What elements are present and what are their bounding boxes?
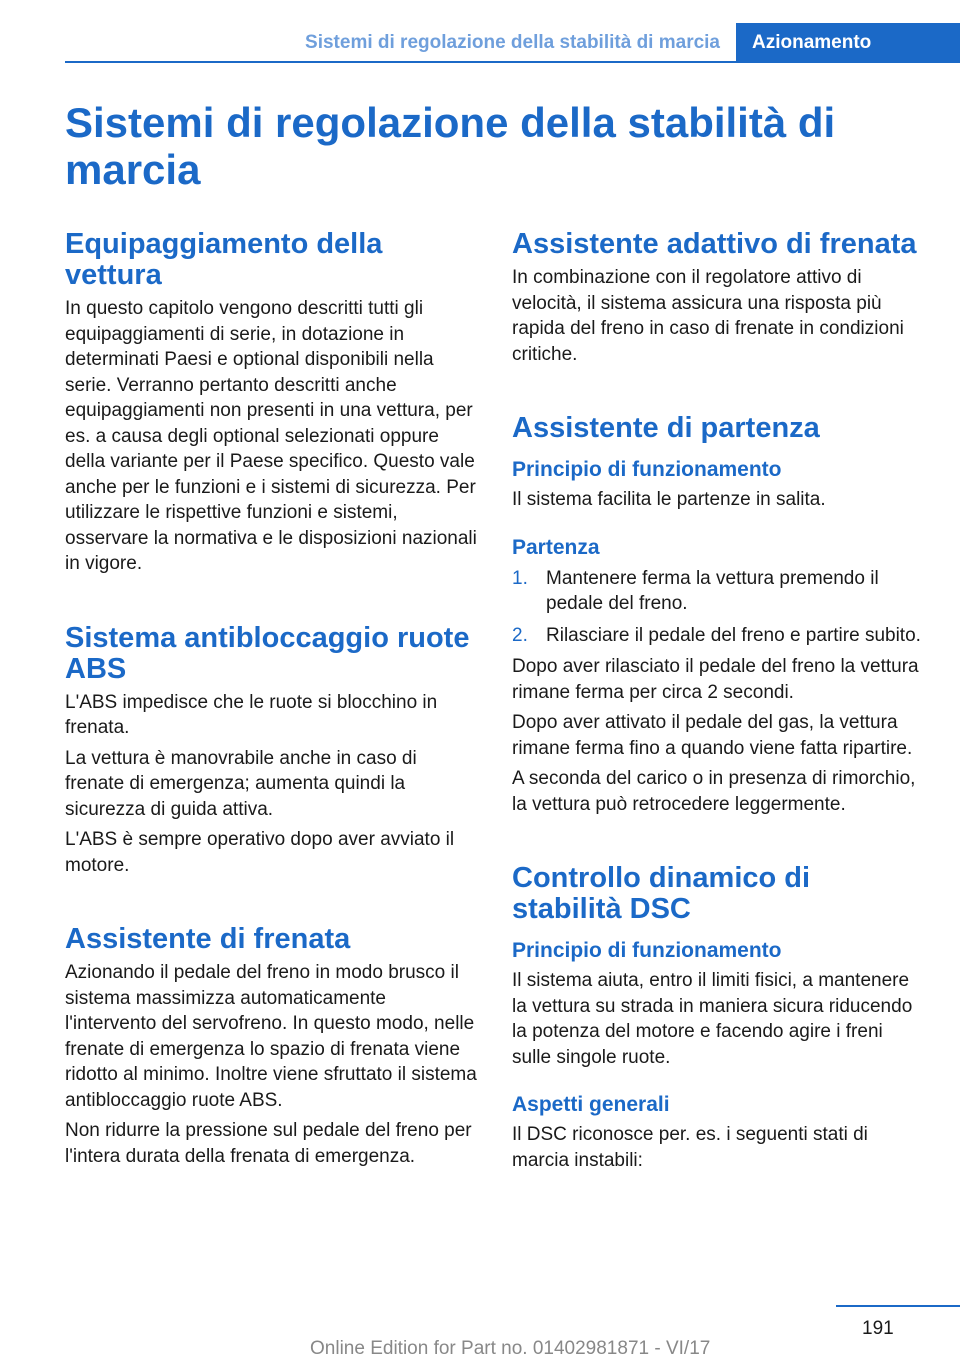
hill-start-paragraph-2: Dopo aver attivato il pedale del gas, la vettura rimane ferma fino a quando viene fatta ripartire. bbox=[512, 712, 913, 759]
step-item bbox=[512, 623, 927, 649]
brake-assist-paragraph-2: Non ridurre la pressione sul pedale del freno per l'intera durata della frenata di emergenza. bbox=[65, 1120, 472, 1167]
brake-assist-heading: Assistente di frenata bbox=[65, 923, 351, 955]
hill-start-start-heading: Partenza bbox=[512, 535, 600, 559]
equipment-text: In questo capitolo vengono descritti tutti gli equipaggiamenti di serie, in dotazione in determinati Paesi e optional disponibili nella serie. Verranno pertanto descritti anche equipaggiamenti non presenti in una vettura, per es. a causa degli optional selezionati oppure della variante per il Paese specifico. Questo vale anche per le funzioni e i sistemi di sicurezza. Per utilizzare le rispettive funzioni e sistemi, osservare la normativa e le disposizioni nazionali in vigore. bbox=[65, 298, 477, 574]
equipment-heading: Equipaggiamento della vettura bbox=[65, 228, 383, 291]
step-number: 2. bbox=[512, 624, 528, 646]
edition-note: Online Edition for Part no. 01402981871 - VI/17 bbox=[310, 1338, 711, 1359]
header-section-title: Sistemi di regolazione della stabilità di marcia bbox=[305, 32, 720, 53]
adaptive-brake-text: In combinazione con il regolatore attivo di velocità, il sistema assicura una risposta più rapida del freno in caso di frenate in condizioni critiche. bbox=[512, 267, 904, 365]
hill-start-principle-heading: Principio di funzionamento bbox=[512, 458, 782, 481]
hill-start-principle-text: Il sistema facilita le partenze in salita. bbox=[512, 489, 826, 510]
footer-rule bbox=[836, 1305, 960, 1307]
abs-heading: Sistema antibloccaggio ruote ABS bbox=[65, 621, 470, 685]
hill-start-heading: Assistente di partenza bbox=[512, 412, 820, 444]
dsc-principle-heading: Principio di funzionamento bbox=[512, 939, 782, 962]
adaptive-brake-heading: Assistente adattivo di frenata bbox=[512, 228, 917, 260]
hill-start-steps bbox=[512, 566, 927, 649]
step-text: Rilasciare il pedale del freno e partire subito. bbox=[546, 624, 921, 646]
abs-paragraph-1: L'ABS impedisce che le ruote si blocchino in frenata. bbox=[65, 691, 438, 738]
dsc-general-heading: Aspetti generali bbox=[512, 1093, 670, 1116]
header-chapter-tab: Azionamento bbox=[736, 23, 960, 61]
brake-assist-paragraph-1: Azionando il pedale del freno in modo brusco il sistema massimizza automaticamente l'intervento del servofreno. In questo modo, nelle frenate di emergenza lo spazio di frenata viene ridotto al minimo. Inoltre viene sfruttato il sistema antibloccaggio ruote ABS. bbox=[65, 962, 477, 1111]
hill-start-paragraph-3: A seconda del carico o in presenza di rimorchio, la vettura può retrocedere leggermente. bbox=[512, 768, 916, 815]
abs-paragraph-2: La vettura è manovrabile anche in caso di frenate di emergenza; aumenta quindi la sicurezza di guida attiva. bbox=[65, 747, 417, 820]
right-column bbox=[512, 229, 927, 1173]
dsc-general-text: Il DSC riconosce per. es. i seguenti stati di marcia instabili: bbox=[512, 1124, 868, 1171]
page-title: Sistemi di regolazione della stabilità di marcia bbox=[65, 99, 836, 193]
dsc-heading: Controllo dinamico di stabilità DSC bbox=[512, 862, 811, 925]
step-text: Mantenere ferma la vettura premendo il pedale del freno. bbox=[546, 567, 879, 614]
left-column bbox=[65, 229, 480, 1169]
header-rule bbox=[65, 61, 960, 63]
step-item bbox=[512, 566, 927, 617]
hill-start-paragraph-1: Dopo aver rilasciato il pedale del freno la vettura rimane ferma per circa 2 secondi. bbox=[512, 656, 919, 703]
page-number: 191 bbox=[862, 1318, 894, 1339]
abs-paragraph-3: L'ABS è sempre operativo dopo aver avviato il motore. bbox=[65, 829, 455, 876]
dsc-principle-text: Il sistema aiuta, entro il limiti fisici, a mantenere la vettura su strada in maniera sicura riducendo la potenza del motore e facendo agire i freni sulle singole ruote. bbox=[512, 970, 913, 1068]
step-number: 1. bbox=[512, 567, 528, 589]
